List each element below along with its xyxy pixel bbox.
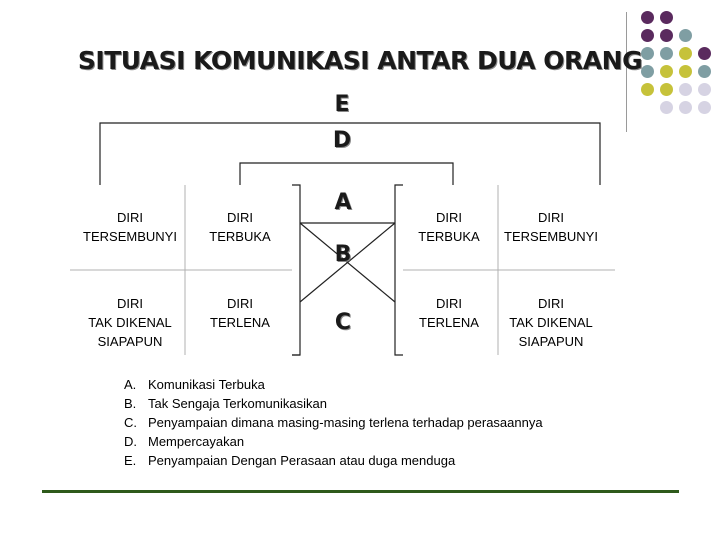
legend-list (124, 375, 543, 470)
list-item (124, 451, 543, 470)
label-e: E (334, 92, 350, 117)
cell-line: DIRI (436, 296, 462, 311)
cell-line: TERBUKA (209, 229, 271, 244)
cell-line: SIAPAPUN (97, 334, 163, 349)
right-cell-hidden-self (498, 208, 604, 246)
cell-line: TERSEMBUNYI (83, 229, 177, 244)
cell-line: TAK DIKENAL (88, 315, 172, 330)
list-text: Komunikasi Terbuka (148, 377, 265, 392)
bottom-rule (42, 490, 679, 493)
right-cell-unknown-self (498, 294, 604, 351)
left-cell-unknown-self (72, 294, 188, 351)
label-d: D (332, 128, 352, 153)
cell-line: DIRI (227, 210, 253, 225)
left-cell-hidden-self (72, 208, 188, 246)
cell-line: SIAPAPUN (518, 334, 584, 349)
list-item (124, 375, 543, 394)
left-cell-open-self (188, 208, 292, 246)
list-item (124, 413, 543, 432)
page-title: SITUASI KOMUNIKASI ANTAR DUA ORANG (77, 46, 643, 75)
right-cell-open-self (400, 208, 498, 246)
right-cell-blind-self (400, 294, 498, 332)
list-item (124, 394, 543, 413)
list-marker: A. (124, 377, 137, 392)
list-text: Tak Sengaja Terkomunikasikan (148, 396, 327, 411)
cell-line: TERBUKA (418, 229, 480, 244)
cell-line: DIRI (436, 210, 462, 225)
cell-line: DIRI (227, 296, 253, 311)
list-text: Penyampaian Dengan Perasaan atau duga menduga (148, 453, 456, 468)
cell-line: TERSEMBUNYI (504, 229, 598, 244)
cell-line: DIRI (538, 296, 564, 311)
list-item (124, 432, 543, 451)
label-c: C (334, 310, 352, 335)
list-text: Penyampaian dimana masing-masing terlena terhadap perasaannya (148, 415, 543, 430)
list-marker: E. (124, 453, 137, 468)
label-b: B (334, 242, 352, 267)
list-text: Mempercayakan (148, 434, 245, 449)
connector-d (240, 163, 453, 185)
left-cell-blind-self (188, 294, 292, 332)
list-marker: C. (124, 415, 137, 430)
left-grid-bracket (292, 185, 300, 355)
cell-line: TERLENA (210, 315, 270, 330)
cell-line: DIRI (117, 296, 143, 311)
cell-line: DIRI (117, 210, 143, 225)
list-marker: D. (124, 434, 137, 449)
cell-line: TERLENA (419, 315, 479, 330)
cell-line: TAK DIKENAL (509, 315, 593, 330)
list-marker: B. (124, 396, 137, 411)
label-a: A (334, 190, 352, 215)
cell-line: DIRI (538, 210, 564, 225)
